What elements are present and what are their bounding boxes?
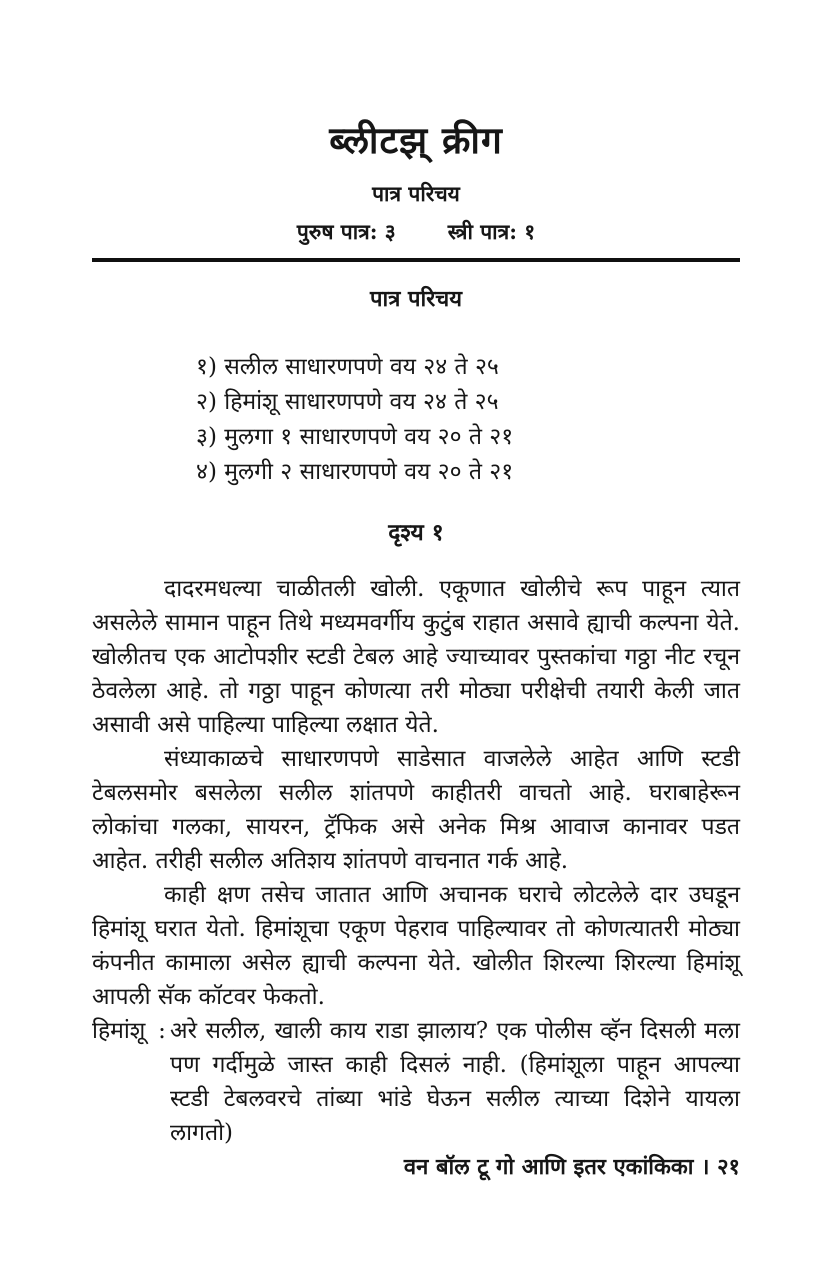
cast-list-item: ४) मुलगी २ साधारणपणे वय २० ते २१ (196, 459, 514, 485)
male-cast-count: पुरुष पात्र: ३ (296, 219, 396, 244)
dialogue-text: अरे सलील, खाली काय राडा झालाय? एक पोलीस व्हॅन दिसली मला पण गर्दीमुळे जास्त काही दिसलं नाही. (हिमांशूला पाहून आपल्या स्टडी टेबलवरचे तांब्या भांडे घेऊन सलील त्याच्या दिशेने यायला लागतो) (170, 1018, 740, 1146)
cast-list-item: २) हिमांशू साधारणपणे वय २४ ते २५ (196, 389, 499, 415)
stage-direction-para-3: काही क्षण तसेच जातात आणि अचानक घराचे लोटलेले दार उघडून हिमांशू घरात येतो. हिमांशूचा एकूण पेहराव पाहिल्यावर तो कोणत्यातरी मोठ्या कंपनीत कामाला असेल ह्याची कल्पना येते. खोलीत शिरल्या शिरल्या हिमांशू आपली सॅक कॉटवर फेकतो. (92, 882, 740, 1010)
stage-direction-para-2: संध्याकाळचे साधारणपणे साडेसात वाजलेले आहेत आणि स्टडी टेबलसमोर बसलेला सलील शांतपणे काहीतरी वाचतो आहे. घराबाहेरून लोकांचा गलका, सायरन, ट्रॅफिक असे अनेक मिश्र आवाज कानावर पडत आहेत. तरीही सलील अतिशय शांतपणे वाचनात गर्क आहे. (92, 746, 740, 874)
cast-list (92, 350, 740, 490)
play-title: ब्लीटझ् क्रीग (329, 118, 503, 162)
footer-book-title-page-number: वन बॉल टू गो आणि इतर एकांकिका । २१ (403, 1154, 740, 1180)
header-divider (92, 258, 740, 262)
dialogue-block (92, 1014, 740, 1150)
page-content (92, 0, 740, 1150)
cast-counts-row (92, 218, 740, 246)
dialogue-speaker: हिमांशू (92, 1018, 146, 1044)
cast-list-item: १) सलील साधारणपणे वय २४ ते २५ (196, 354, 499, 380)
cast-intro-subtitle: पात्र परिचय (372, 181, 460, 206)
cast-list-heading: पात्र परिचय (370, 286, 462, 312)
female-cast-count: स्त्री पात्र: १ (447, 219, 536, 244)
dialogue-separator: : (158, 1018, 166, 1044)
stage-direction-para-1: दादरमधल्या चाळीतली खोली. एकूणात खोलीचे रूप पाहून त्यात असलेले सामान पाहून तिथे मध्यमवर्गीय कुटुंब राहात असावे ह्याची कल्पना येते. खोलीतच एक आटोपशीर स्टडी टेबल आहे ज्याच्यावर पुस्तकांचा गठ्ठा नीट रचून ठेवलेला आहे. तो गठ्ठा पाहून कोणत्या तरी मोठ्या परीक्षेची तयारी केली जात असावी असे पाहिल्या पाहिल्या लक्षात येते. (92, 576, 740, 738)
scene-heading: दृश्य १ (388, 519, 444, 546)
stage-directions (92, 572, 740, 1014)
cast-list-item: ३) मुलगा १ साधारणपणे वय २० ते २१ (196, 424, 514, 450)
